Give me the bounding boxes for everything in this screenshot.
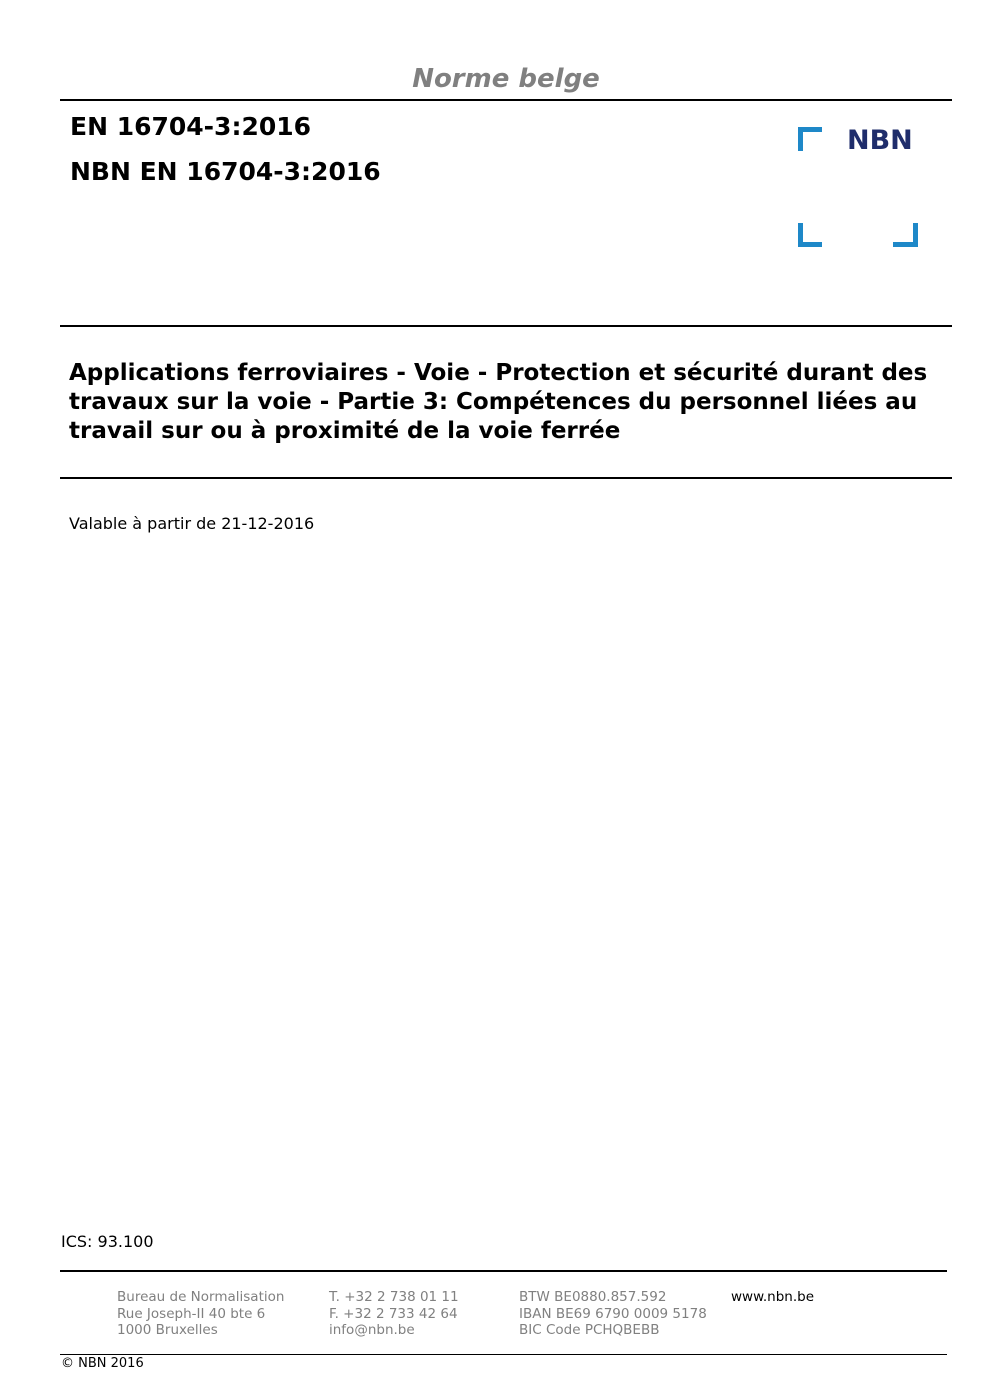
footer-website-link: www.nbn.be xyxy=(731,1289,815,1305)
footer-address-line: Rue Joseph-II 40 bte 6 xyxy=(117,1305,266,1322)
footer-address-line: 1000 Bruxelles xyxy=(117,1322,218,1338)
footer-top-rule xyxy=(60,1270,947,1272)
standard-nbn-number: NBN EN 16704-3:2016 xyxy=(70,157,381,186)
logo-bracket-top-left xyxy=(801,130,823,152)
document-title: Applications ferroviaires - Voie - Protection et sécurité durant des travaux sur la voie - Partie 3: Compétences du personnel liées au travail sur ou à proximité de la voie ferrée xyxy=(69,360,928,444)
footer-vat: BTW BE0880.857.592 xyxy=(519,1289,667,1305)
logo-text: NBN xyxy=(847,126,913,156)
copyright: © NBN 2016 xyxy=(61,1356,144,1371)
logo-bracket-bottom-right xyxy=(893,223,916,245)
footer-contact xyxy=(329,1289,459,1339)
footer-website xyxy=(731,1289,814,1306)
footer-bottom-rule xyxy=(60,1354,947,1355)
header-label: Norme belge xyxy=(412,64,600,94)
footer-address xyxy=(117,1289,284,1339)
validity-date: Valable à partir de 21-12-2016 xyxy=(69,514,315,533)
footer-phone: T. +32 2 738 01 11 xyxy=(329,1289,459,1305)
title-top-rule xyxy=(60,325,952,327)
nbn-logo xyxy=(797,126,921,248)
footer-bank-details xyxy=(519,1289,707,1339)
ics-code: ICS: 93.100 xyxy=(61,1232,154,1251)
standard-en-number: EN 16704-3:2016 xyxy=(70,112,312,141)
footer-iban: IBAN BE69 6790 0009 5178 xyxy=(519,1305,707,1322)
logo-bracket-bottom-left xyxy=(801,223,823,245)
footer-email: info@nbn.be xyxy=(329,1322,415,1338)
footer-address-line: Bureau de Normalisation xyxy=(117,1289,285,1305)
footer-bic: BIC Code PCHQBEBB xyxy=(519,1322,660,1338)
header-rule xyxy=(60,99,952,101)
footer-fax: F. +32 2 733 42 64 xyxy=(329,1305,458,1322)
title-bottom-rule xyxy=(60,477,952,479)
